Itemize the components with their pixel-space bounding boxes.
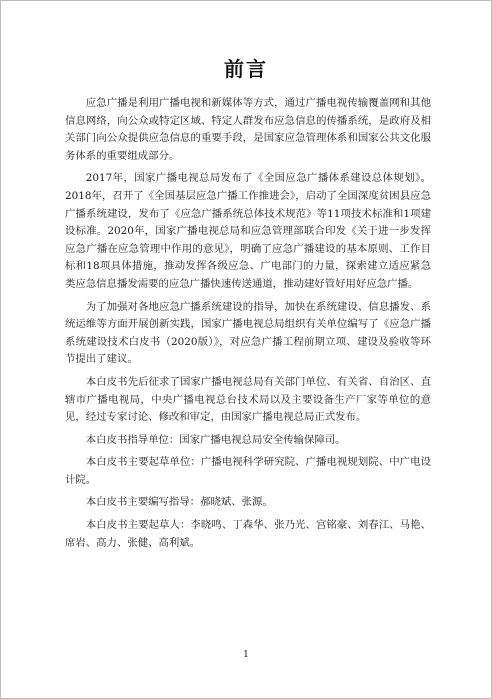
paragraph-drafting-units: 本白皮书主要起草单位：广播电视科学研究院、广播电视规划院、中广电设计院。 — [65, 456, 431, 486]
document-body — [65, 95, 431, 557]
paragraph-intro: 应急广播是利用广播电视和新媒体等方式，通过广播电视传输覆盖网和其他信息网络，向公众或特定区域、特定人群发布应急信息的传播系统，是政府及相关部门向公众提供应急信息的重要手段，是国家应急管理体系和国家公共文化服务体系的重要组成部分。 — [65, 97, 431, 162]
paragraph-purpose: 为了加强对各地应急广播系统建设的指导，加快在系统建设、信息播发、系统运维等方面开展创新实践，国家广播电视总局组织有关单位编写了《应急广播系统建设技术白皮书（2020版）》，对应急广播工程前期立项、建设及验收等环节提出了建议。 — [65, 300, 431, 366]
paragraph-editorial-guidance: 本白皮书主要编写指导：郝晓斌、张源。 — [85, 496, 273, 509]
page-title: 前言 — [224, 57, 268, 81]
paragraph-history: 2017年，国家广播电视总局发布了《全国应急广播体系建设总体规划》。2018年，召开了《全国基层应急广播工作推进会》，启动了全国深度贫困县应急广播系统建设，发布了《应急广播系统总体技术规范》等11项技术标准和1项建设标准。2020年，国家广播电视总局和应急管理部联合印发《关于进一步发挥应急广播在应急管理中作用的意见》，明确了应急广播建设的基本原则、工作目标和18项具体措施，推动发挥各级应急、广电部门的力量，探索建立适应紧急类应急信息播发需要的应急广播快速传送通道，推动建好管好用好应急广播。 — [65, 172, 431, 290]
page-number: 1 — [243, 650, 249, 660]
paragraph-review: 本白皮书先后征求了国家广播电视总局有关部门单位、有关省、自治区、直辖市广播电视局，中央广播电视总台技术局以及主要设备生产厂家等单位的意见，经过专家讨论、修改和审定，由国家广播电视总局正式发布。 — [65, 375, 431, 424]
paragraph-drafters: 本白皮书主要起草人：李晓鸣、丁森华、张乃光、宫铭豪、刘春江、马艳、席岩、高力、张健、高利斌。 — [65, 519, 431, 549]
paragraph-guiding-unit: 本白皮书指导单位：国家广播电视总局安全传输保障司。 — [85, 433, 346, 446]
